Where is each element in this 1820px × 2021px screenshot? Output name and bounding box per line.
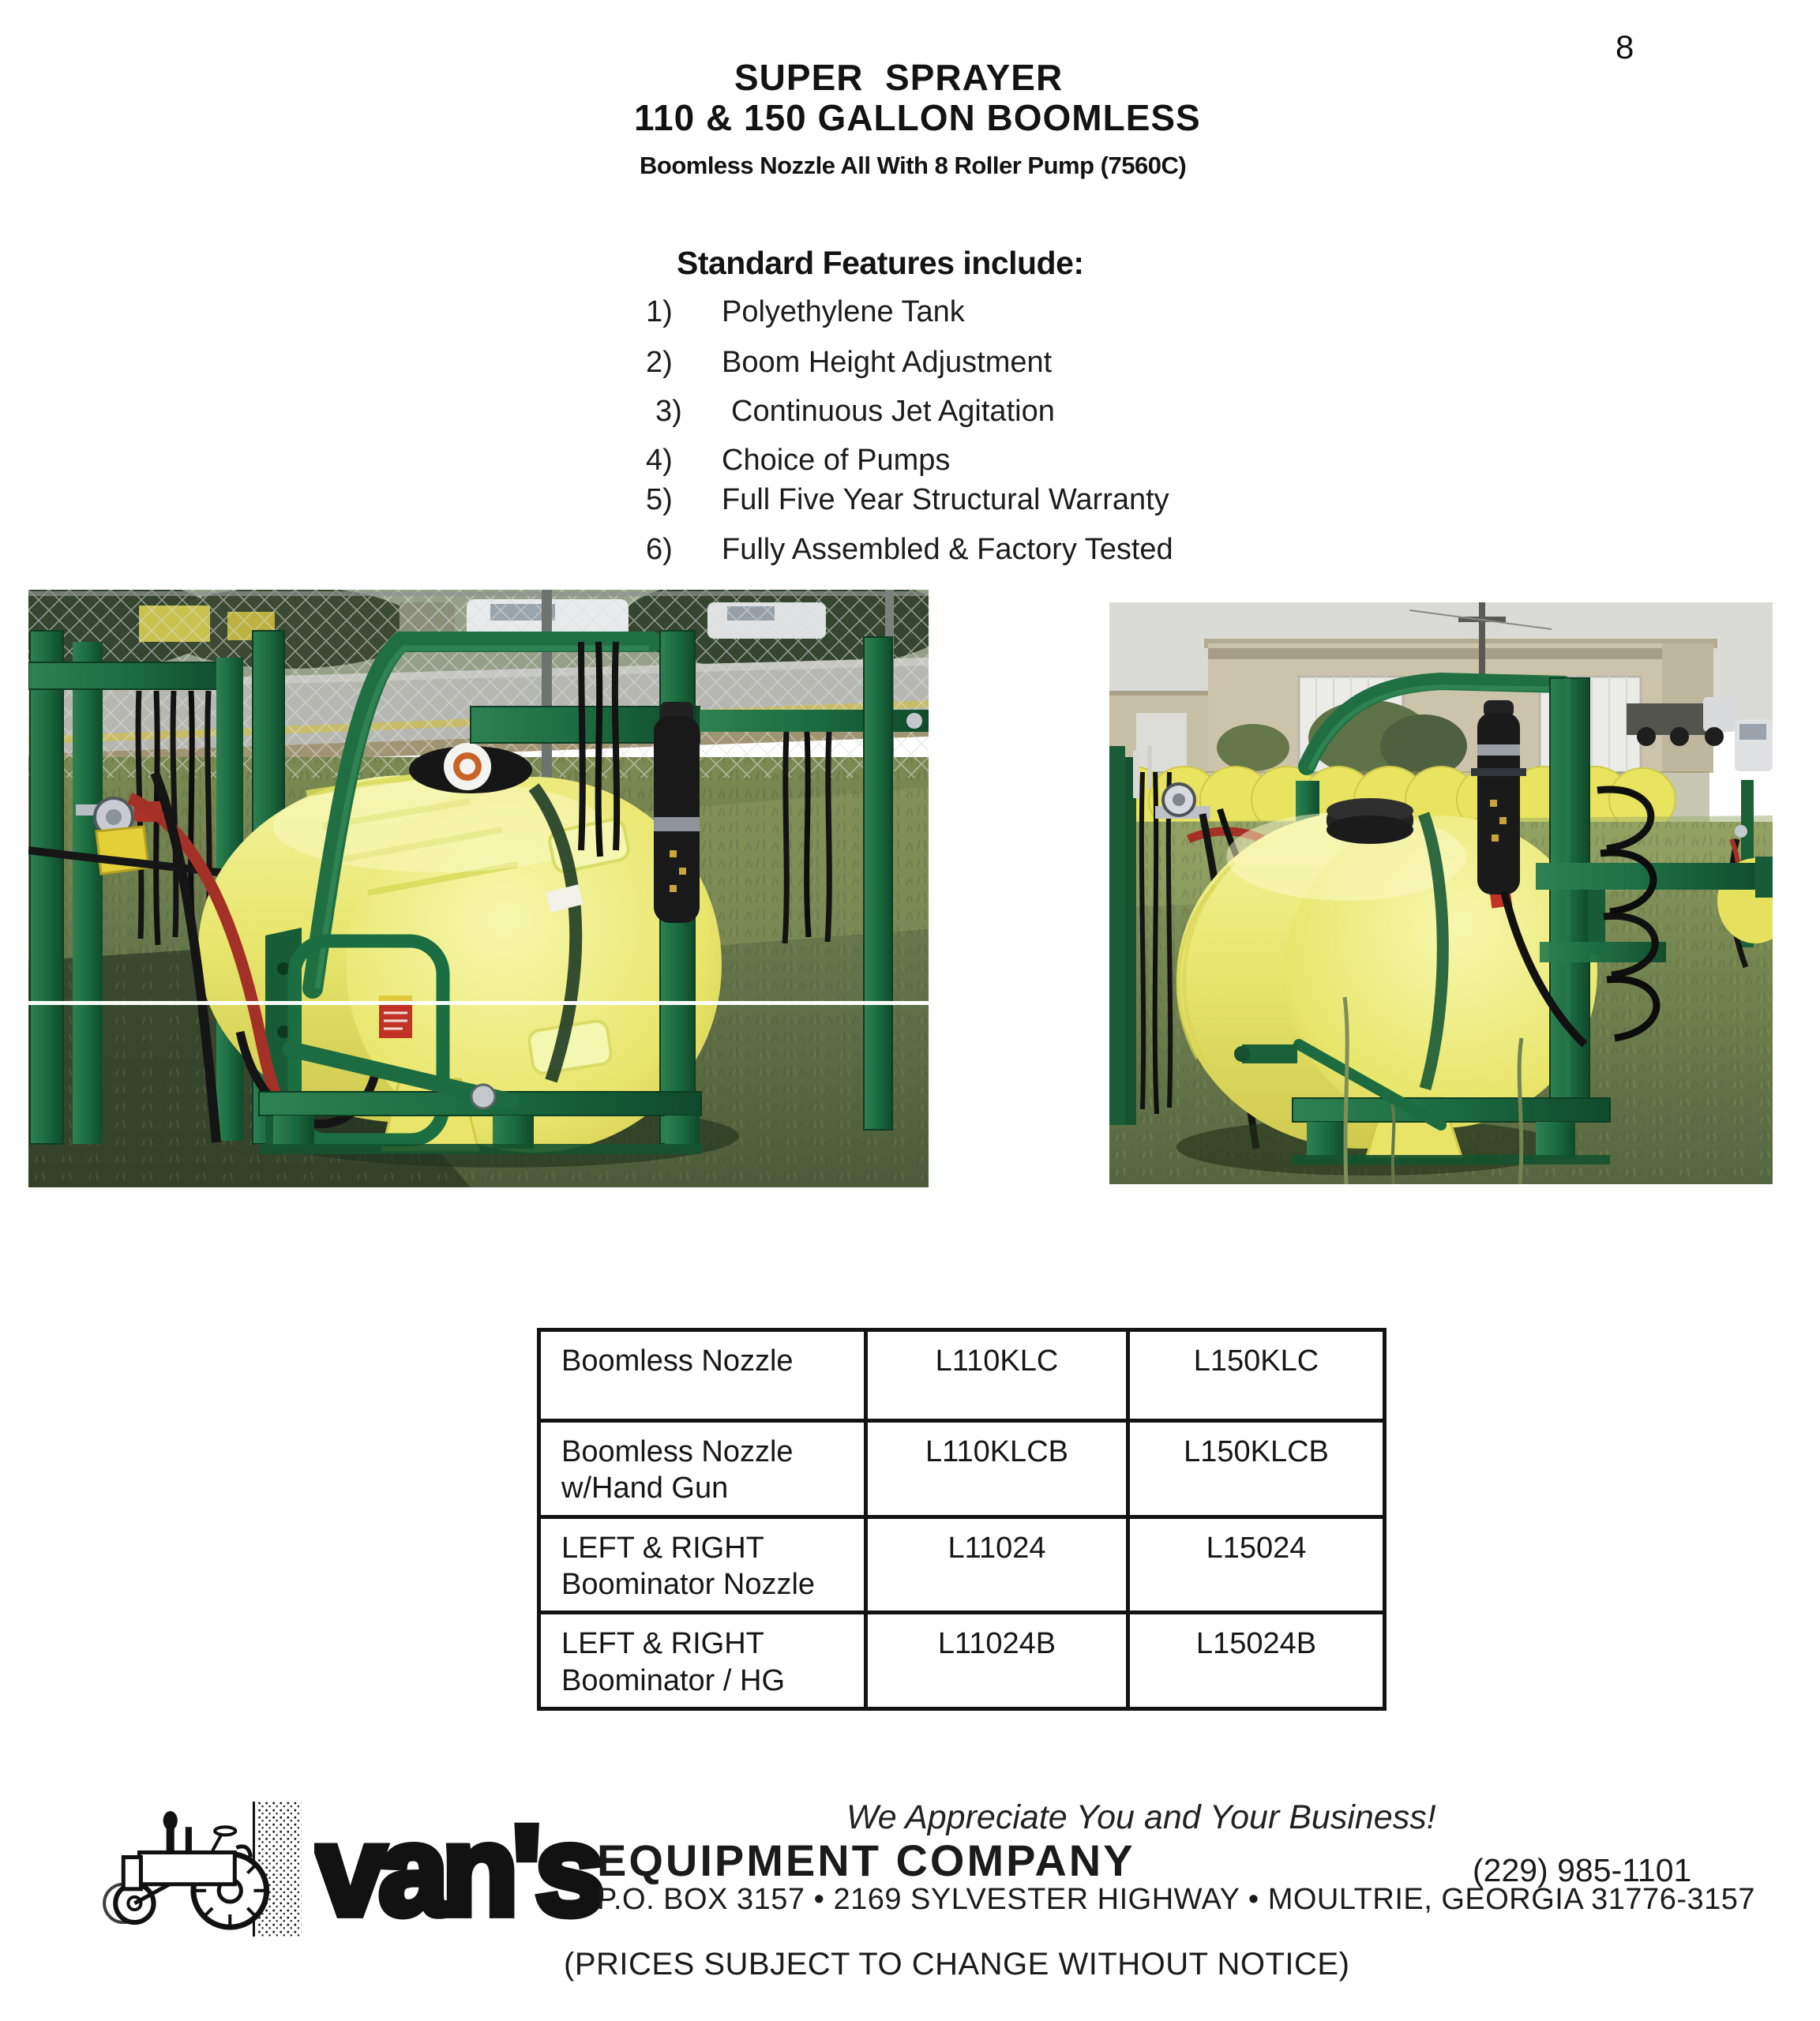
feature-number: 4): [646, 444, 673, 477]
code-150: L150KLCB: [1128, 1421, 1385, 1517]
feature-item: [646, 346, 1052, 381]
sprayer-photo-left-illustration: [28, 590, 929, 1187]
table-row: [539, 1421, 1385, 1517]
feature-number: 2): [646, 346, 673, 379]
feature-number: 5): [646, 483, 673, 516]
row-label: Boomless Nozzle: [561, 1435, 794, 1468]
feature-text: Continuous Jet Agitation: [731, 395, 1055, 428]
table-row: [539, 1517, 1385, 1613]
vans-logo-text: van's: [316, 1803, 599, 1931]
sprayer-photo-right: [1109, 602, 1773, 1184]
feature-item: [655, 395, 1055, 429]
footer-tagline: We Appreciate You and Your Business!: [846, 1798, 1436, 1836]
sprayer-photo-left: [28, 590, 929, 1187]
vans-logotype: [314, 1803, 638, 1931]
phone-number: (229) 985-1101: [1473, 1852, 1692, 1888]
code-110: L11024: [866, 1517, 1128, 1613]
code-150: L15024B: [1128, 1613, 1385, 1709]
features-heading: Standard Features include:: [677, 245, 1084, 281]
price-notice: (PRICES SUBJECT TO CHANGE WITHOUT NOTICE): [564, 1947, 1350, 1982]
page-title: SUPER SPRAYER: [734, 57, 1064, 98]
feature-text: Boom Height Adjustment: [722, 346, 1053, 379]
table-row: [539, 1613, 1385, 1709]
product-table: [537, 1328, 1387, 1711]
feature-number: 6): [646, 533, 673, 566]
company-address: P.O. BOX 3157 • 2169 SYLVESTER HIGHWAY • MOULTRIE, GEORGIA 31776-3157: [597, 1883, 1756, 1916]
vans-logo: [314, 1803, 638, 1931]
code-110: L11024B: [866, 1613, 1128, 1709]
row-label: LEFT & RIGHT: [561, 1531, 764, 1565]
row-label-line2: w/Hand Gun: [561, 1472, 729, 1505]
feature-number: 1): [646, 295, 673, 328]
table-row: [539, 1330, 1385, 1421]
page-title-line2: 110 & 150 GALLON BOOMLESS: [634, 97, 1201, 138]
row-label-line2: Boominator Nozzle: [561, 1568, 816, 1602]
feature-item: [646, 483, 1169, 518]
row-label-line2: Boominator / HG: [561, 1663, 785, 1697]
feature-text: Choice of Pumps: [722, 444, 951, 477]
feature-number: 3): [655, 395, 682, 428]
feature-text: Full Five Year Structural Warranty: [722, 483, 1169, 516]
tractor-drawing: [93, 1802, 308, 1937]
row-label: LEFT & RIGHT: [561, 1627, 764, 1661]
code-110: L110KLC: [866, 1330, 1128, 1421]
feature-text: Polyethylene Tank: [722, 295, 965, 328]
page-subtitle: Boomless Nozzle All With 8 Roller Pump (7560C): [640, 152, 1187, 179]
page-number: 8: [1615, 28, 1634, 66]
feature-text: Fully Assembled & Factory Tested: [722, 533, 1173, 566]
sprayer-photo-right-illustration: [1109, 602, 1773, 1184]
row-label: Boomless Nozzle: [561, 1344, 794, 1378]
tractor-logo-icon: [93, 1802, 308, 1937]
code-150: L150KLC: [1128, 1330, 1385, 1421]
code-110: L110KLCB: [866, 1421, 1128, 1517]
feature-item: [646, 444, 950, 478]
feature-item: [646, 295, 965, 330]
feature-item: [646, 533, 1173, 568]
company-name: EQUIPMENT COMPANY: [597, 1835, 1135, 1885]
code-150: L15024: [1128, 1517, 1385, 1613]
